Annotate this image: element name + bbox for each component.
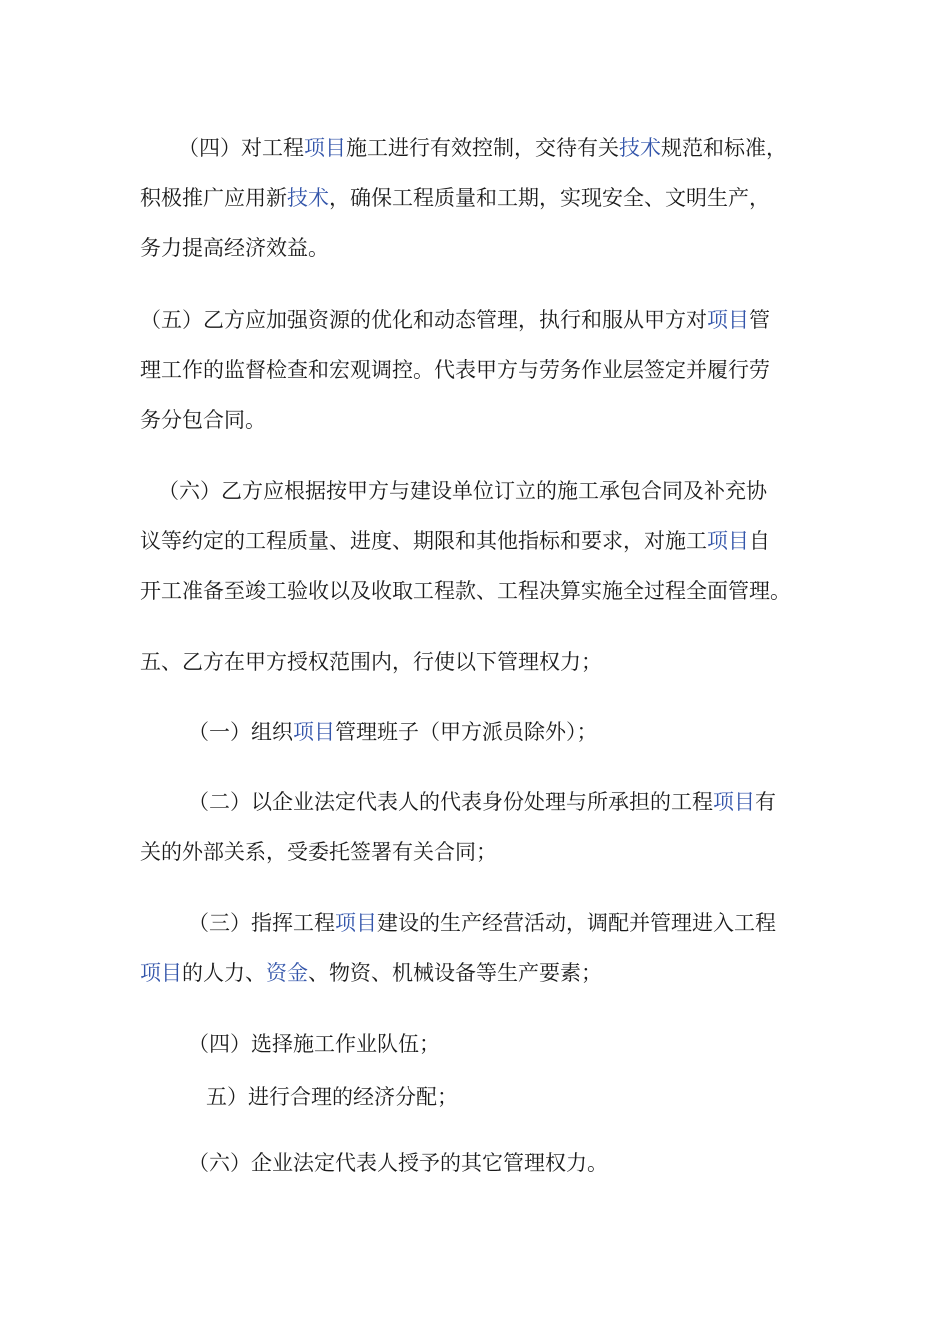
term-link[interactable]: 项目 — [140, 961, 182, 985]
paragraph-organize-team — [140, 707, 830, 757]
text-segment: （一）组织 — [188, 720, 293, 744]
paragraph-resource-management — [140, 295, 830, 445]
text-segment: 有 — [755, 790, 776, 814]
text-segment: 管 — [749, 308, 770, 332]
paragraph-supervise-project — [140, 123, 830, 273]
text-line — [140, 637, 830, 687]
text-segment: （四）选择施工作业队伍； — [188, 1032, 440, 1056]
text-segment: 自 — [749, 529, 770, 553]
text-line — [140, 173, 830, 223]
text-segment: 五）进行合理的经济分配； — [206, 1085, 458, 1109]
term-link[interactable]: 项目 — [304, 136, 346, 160]
text-line — [140, 898, 830, 948]
text-line — [140, 223, 830, 273]
section-heading-management-powers — [140, 637, 830, 687]
text-line — [140, 566, 830, 616]
text-line — [140, 295, 830, 345]
text-line — [140, 466, 830, 516]
text-segment: 的人力、 — [182, 961, 266, 985]
term-link[interactable]: 技术 — [619, 136, 661, 160]
text-line — [140, 777, 830, 827]
term-link[interactable]: 技术 — [287, 186, 329, 210]
paragraph-full-process-management — [140, 466, 830, 616]
text-segment: （三）指挥工程 — [188, 911, 335, 935]
text-segment: 建设的生产经营活动，调配并管理进入工程 — [377, 911, 776, 935]
paragraph-external-relations — [140, 777, 830, 877]
text-segment: 务力提高经济效益。 — [140, 236, 329, 260]
text-segment: ，确保工程质量和工期，实现安全、文明生产， — [329, 186, 770, 210]
text-segment: （二）以企业法定代表人的代表身份处理与所承担的工程 — [188, 790, 713, 814]
text-line — [140, 516, 830, 566]
text-segment: 开工准备至竣工验收以及收取工程款、工程决算实施全过程全面管理。 — [140, 579, 791, 603]
text-line — [140, 1138, 830, 1188]
text-segment: 议等约定的工程质量、进度、期限和其他指标和要求，对施工 — [140, 529, 707, 553]
paragraph-other-powers — [140, 1138, 830, 1188]
term-link[interactable]: 项目 — [335, 911, 377, 935]
text-segment: 规范和标准， — [661, 136, 787, 160]
text-line — [140, 948, 830, 998]
term-link[interactable]: 项目 — [293, 720, 335, 744]
term-link[interactable]: 项目 — [707, 529, 749, 553]
paragraph-economic-distribution — [140, 1072, 830, 1122]
term-link[interactable]: 项目 — [707, 308, 749, 332]
text-segment: 施工进行有效控制，交待有关 — [346, 136, 619, 160]
text-line — [140, 1072, 830, 1122]
text-segment: 管理班子（甲方派员除外）； — [335, 720, 598, 744]
text-line — [140, 707, 830, 757]
term-link[interactable]: 项目 — [713, 790, 755, 814]
text-segment: （六）企业法定代表人授予的其它管理权力。 — [188, 1151, 608, 1175]
text-segment: 、物资、机械设备等生产要素； — [308, 961, 602, 985]
text-line — [140, 1019, 830, 1069]
text-line — [140, 395, 830, 445]
text-segment: 关的外部关系，受委托签署有关合同； — [140, 840, 497, 864]
text-segment: 理工作的监督检查和宏观调控。代表甲方与劳务作业层签定并履行劳 — [140, 358, 770, 382]
text-segment: 五、乙方在甲方授权范围内，行使以下管理权力； — [140, 650, 602, 674]
text-segment: （五）乙方应加强资源的优化和动态管理，执行和服从甲方对 — [140, 308, 707, 332]
text-line — [140, 345, 830, 395]
text-line — [140, 827, 830, 877]
paragraph-select-teams — [140, 1019, 830, 1069]
text-segment: （六）乙方应根据按甲方与建设单位订立的施工承包合同及补充协 — [158, 479, 767, 503]
paragraph-direct-production — [140, 898, 830, 998]
term-link[interactable]: 资金 — [266, 961, 308, 985]
text-segment: （四）对工程 — [178, 136, 304, 160]
text-line — [140, 123, 830, 173]
text-segment: 积极推广应用新 — [140, 186, 287, 210]
text-segment: 务分包合同。 — [140, 408, 266, 432]
